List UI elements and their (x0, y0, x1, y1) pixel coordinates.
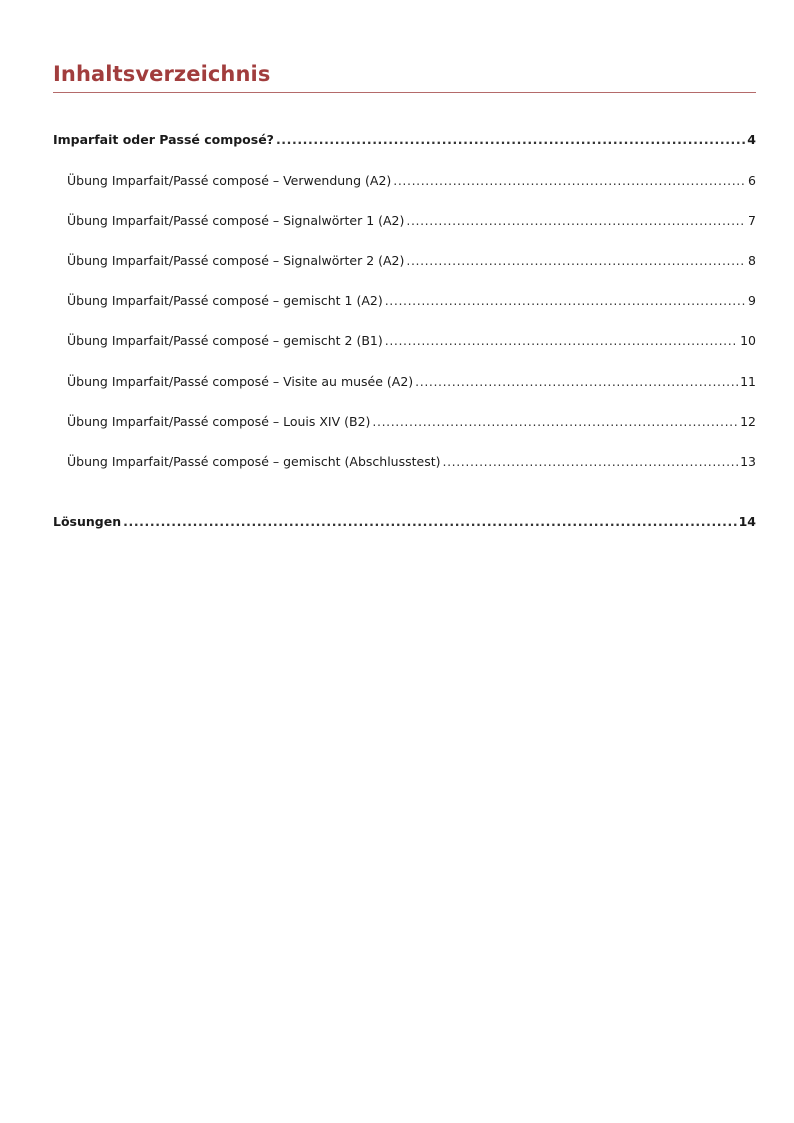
toc-entry-label: Übung Imparfait/Passé composé – gemischt 2 (B1) (67, 333, 383, 348)
dot-leader (406, 211, 746, 231)
dot-leader (406, 251, 746, 271)
dot-leader (276, 130, 745, 150)
toc-entry-page-number: 6 (748, 173, 756, 188)
toc-entry-loesungen[interactable] (53, 512, 756, 532)
toc-entry-abschlusstest[interactable] (67, 452, 756, 472)
toc-entry-page-number: 13 (740, 454, 756, 469)
toc-entry-label: Lösungen (53, 514, 122, 529)
toc-entry-imparfait-oder-passe-compose[interactable] (53, 130, 756, 150)
toc-entry-label: Übung Imparfait/Passé composé – Visite au musée (A2) (67, 374, 414, 389)
toc-entry-visite-au-musee[interactable] (67, 372, 756, 392)
dot-leader (385, 331, 738, 351)
toc-entry-page-number: 12 (740, 414, 756, 429)
dot-leader (123, 512, 736, 532)
title-divider (53, 92, 756, 93)
toc-entry-label: Übung Imparfait/Passé composé – Louis XIV (B2) (67, 414, 371, 429)
dot-leader (385, 291, 746, 311)
toc-entry-label: Übung Imparfait/Passé composé – gemischt (Abschlusstest) (67, 454, 441, 469)
toc-entry-label: Übung Imparfait/Passé composé – gemischt 1 (A2) (67, 293, 383, 308)
toc-entry-louis-xiv[interactable] (67, 412, 756, 432)
toc-entry-signalwoerter-2[interactable] (67, 251, 756, 271)
toc-entry-page-number: 7 (748, 213, 756, 228)
toc-entry-gemischt-1[interactable] (67, 291, 756, 311)
toc-title: Inhaltsverzeichnis (53, 62, 271, 86)
toc-entry-page-number: 4 (747, 132, 756, 147)
toc-entry-page-number: 10 (740, 333, 756, 348)
toc-entry-page-number: 14 (738, 514, 756, 529)
toc-entry-label: Übung Imparfait/Passé composé – Signalwörter 1 (A2) (67, 213, 405, 228)
toc-entry-page-number: 11 (740, 374, 756, 389)
dot-leader (393, 171, 746, 191)
dot-leader (415, 372, 738, 392)
toc-entry-label: Imparfait oder Passé composé? (53, 132, 274, 147)
toc-entry-label: Übung Imparfait/Passé composé – Signalwörter 2 (A2) (67, 253, 405, 268)
dot-leader (443, 452, 739, 472)
dot-leader (372, 412, 738, 432)
toc-entry-signalwoerter-1[interactable] (67, 211, 756, 231)
toc-entry-page-number: 9 (748, 293, 756, 308)
toc-entry-page-number: 8 (748, 253, 756, 268)
toc-entry-label: Übung Imparfait/Passé composé – Verwendung (A2) (67, 173, 392, 188)
toc-entry-verwendung[interactable] (67, 171, 756, 191)
toc-entry-gemischt-2[interactable] (67, 331, 756, 351)
